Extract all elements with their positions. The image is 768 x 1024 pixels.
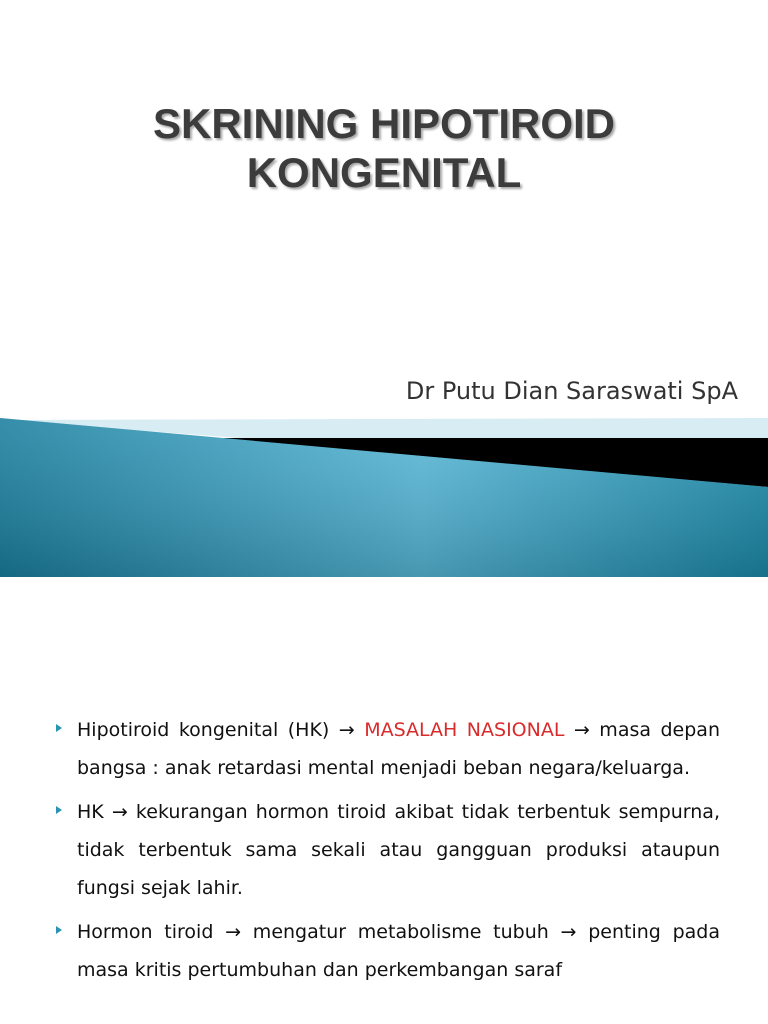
bullet-list <box>56 711 720 995</box>
bullet-item <box>56 711 720 787</box>
decorative-wave-band <box>0 410 768 577</box>
title-line-1: SKRINING HIPOTIROID <box>152 100 616 147</box>
bullet-item <box>56 793 720 907</box>
bullet-text: Hormon tiroid → mengatur metabolisme tubuh → penting pada masa kritis pertumbuhan dan perkembangan saraf <box>77 921 720 981</box>
bullet-text-before: Hipotiroid kongenital (HK) → <box>77 719 365 741</box>
triangle-bullet-icon <box>56 926 62 934</box>
bullet-text: HK → kekurangan hormon tiroid akibat tidak terbentuk sempurna, tidak terbentuk sama sekali atau gangguan produksi ataupun fungsi sejak lahir. <box>77 801 720 899</box>
bullet-item <box>56 913 720 989</box>
slide-title <box>0 100 768 197</box>
bullet-text-after: → masa depan bangsa : anak retardasi mental menjadi beban negara/keluarga. <box>77 719 720 779</box>
triangle-bullet-icon <box>56 724 62 732</box>
author-subtitle: Dr Putu Dian Saraswati SpA <box>405 377 738 405</box>
content-slide <box>0 577 768 1024</box>
title-line-2: KONGENITAL <box>246 148 522 196</box>
triangle-bullet-icon <box>56 806 62 814</box>
highlight-text: MASALAH NASIONAL <box>364 719 565 741</box>
